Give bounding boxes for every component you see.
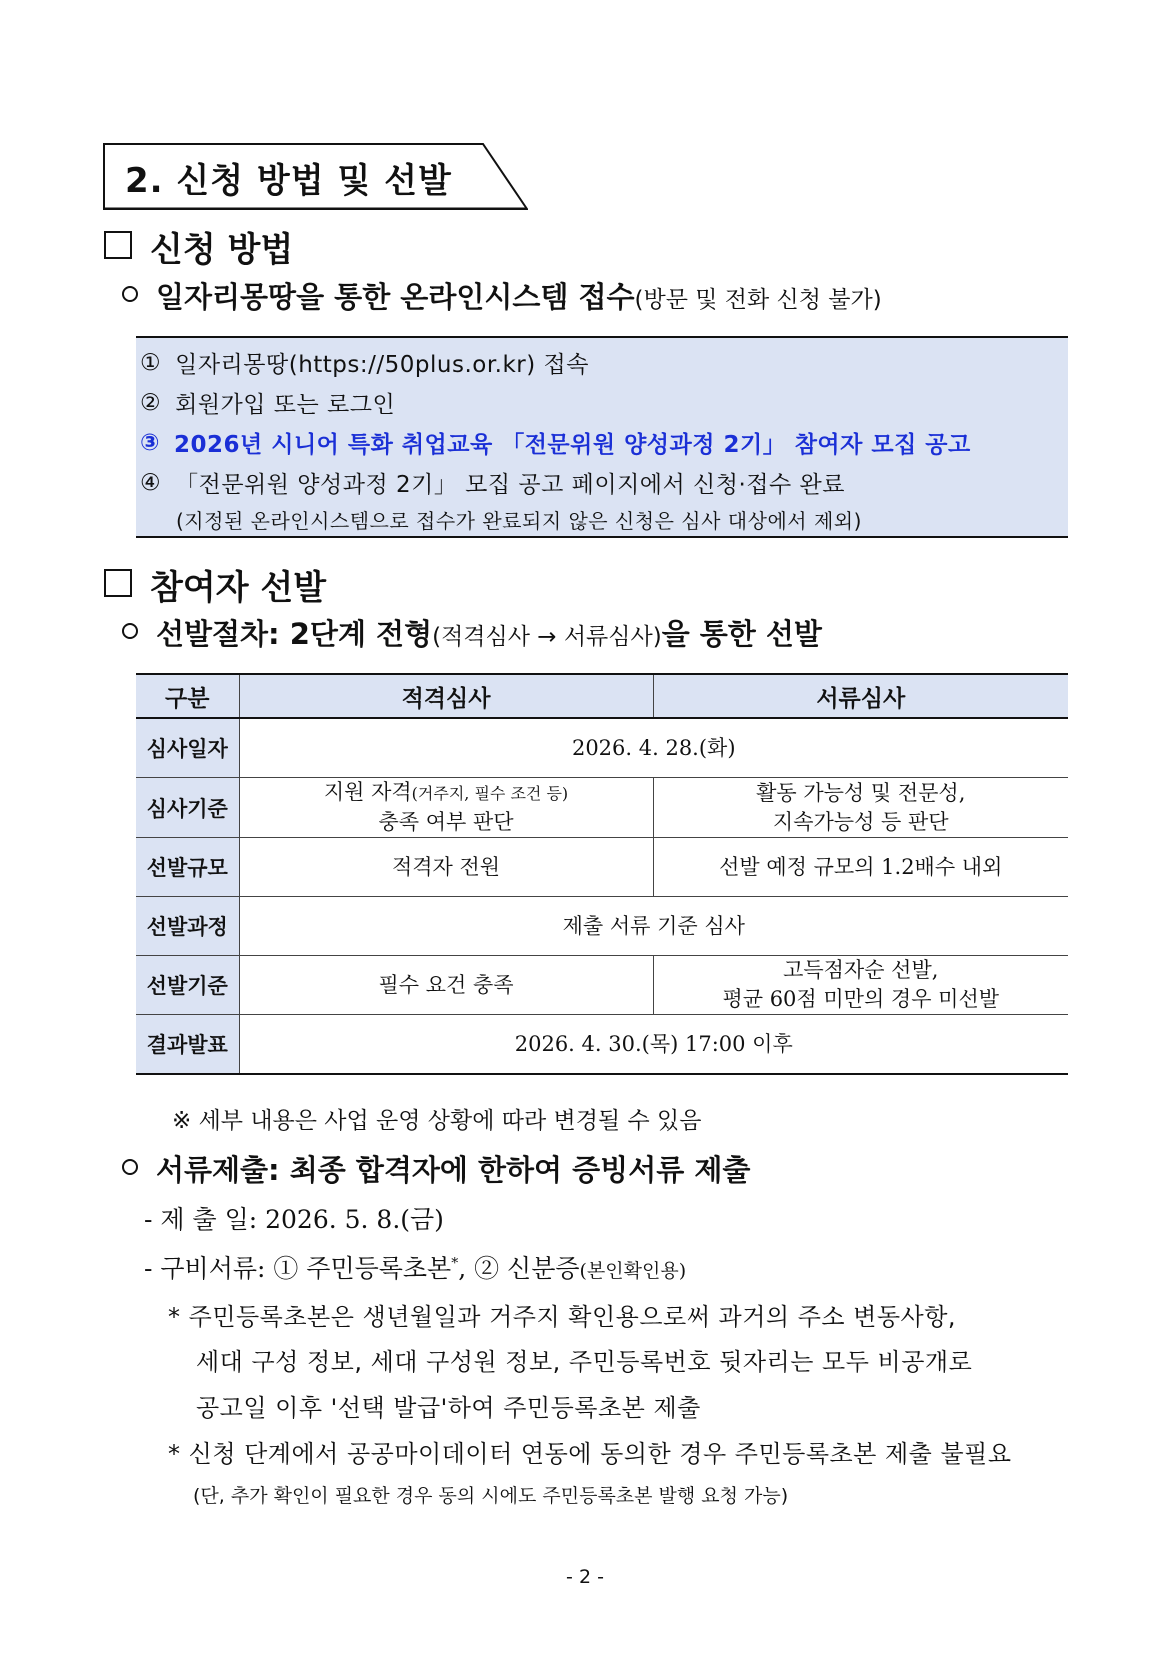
row-label: 심사기준 [136,778,239,838]
selection-notice: ※ 세부 내용은 사업 운영 상황에 따라 변경될 수 있음 [172,1108,702,1134]
selection-bullet-main2: 을 통한 선발 [661,617,822,651]
cell-small-text: (거주지, 필수 조건 등) [411,784,569,803]
selection-bullet-note: (적격심사 → 서류심사) [432,624,662,650]
cell-line: 평균 60점 미만의 경우 미선발 [722,987,1000,1011]
criteria-eligibility-cell [239,778,653,838]
selection-bullet [122,612,822,653]
step-text: 2026년 시니어 특화 취업교육 「전문위원 양성과정 2기」 참여자 모집 공고 [173,432,971,458]
note1-line3: 공고일 이후 '선택 발급'하여 주민등록초본 제출 [196,1394,701,1422]
table-row [136,718,1068,778]
checkbox-square-icon [104,231,132,259]
cell-line: 충족 여부 판단 [378,810,514,834]
cell-line: 고득점자순 선발, [783,958,939,982]
scale-eligibility-cell: 적격자 전원 [239,838,653,897]
table-row [136,897,1068,956]
docs-prefix: - 구비서류: ① 주민등록초본 [144,1254,452,1283]
step-number: ① [140,350,162,376]
review-date-cell: 2026. 4. 28.(화) [239,718,1068,778]
header-category: 구분 [136,674,239,718]
row-label: 선발과정 [136,897,239,956]
circle-bullet-icon [122,1159,138,1175]
step-number: ② [140,390,162,416]
table-row [136,838,1068,897]
circle-bullet-icon [122,286,138,302]
apply-bullet-note: (방문 및 전화 신청 불가) [634,287,882,313]
docs-mid: , ② 신분증 [458,1254,580,1283]
step-text: 일자리몽땅(https://50plus.or.kr) 접속 [175,352,589,378]
table-row [136,1015,1068,1075]
standard-document-cell [653,956,1068,1015]
circle-bullet-icon [122,623,138,639]
step-2 [140,386,395,419]
header-document: 서류심사 [653,674,1068,718]
criteria-document-cell [653,778,1068,838]
selection-bullet-main1: 선발절차: 2단계 전형 [156,617,433,651]
required-documents [144,1249,686,1285]
docs-small-note: (본인확인용) [579,1260,687,1282]
step-4 [140,466,845,499]
row-label: 선발규모 [136,838,239,897]
steps-box [136,336,1068,538]
note2-line2: (단, 추가 확인이 필요한 경우 동의 시에도 주민등록초본 발행 요청 가능) [193,1485,789,1507]
table-row [136,956,1068,1015]
header-eligibility: 적격심사 [239,674,653,718]
cell-line: 활동 가능성 및 전문성, [756,780,966,805]
process-cell: 제출 서류 기준 심사 [239,897,1068,956]
result-date-cell: 2026. 4. 30.(목) 17:00 이후 [239,1015,1068,1075]
scale-document-cell: 선발 예정 규모의 1.2배수 내외 [653,838,1068,897]
row-label: 심사일자 [136,718,239,778]
section-header [103,143,528,210]
cell-line: 지원 자격 [323,780,412,804]
step-number: ③ [140,430,160,456]
cell-line: 지속가능성 등 판단 [772,809,949,834]
documents-bullet-text: 서류제출: 최종 합격자에 한하여 증빙서류 제출 [156,1153,751,1187]
apply-bullet [122,275,882,316]
row-label: 선발기준 [136,956,239,1015]
section-title: 2. 신청 방법 및 선발 [125,161,452,201]
standard-eligibility-cell: 필수 요건 충족 [239,956,653,1015]
apply-bullet-main: 일자리몽땅을 통한 온라인시스템 접수 [156,280,635,314]
step-number: ④ [140,470,162,496]
page-number: - 2 - [566,1566,604,1588]
apply-heading [104,222,293,271]
selection-table [136,673,1068,1075]
note1-line1: * 주민등록초본은 생년월일과 거주지 확인용으로써 과거의 주소 변동사항, [168,1303,957,1331]
checkbox-square-icon [104,569,132,597]
steps-note: (지정된 온라인시스템으로 접수가 완료되지 않은 신청은 심사 대상에서 제외) [176,509,862,533]
row-label: 결과발표 [136,1015,239,1075]
submission-date: - 제 출 일: 2026. 5. 8.(금) [144,1205,444,1234]
selection-heading [104,560,326,609]
table-header-row [136,674,1068,718]
documents-bullet [122,1148,750,1189]
step-text: 회원가입 또는 로그인 [175,392,396,418]
note1-line2: 세대 구성 정보, 세대 구성원 정보, 주민등록번호 뒷자리는 모두 비공개로 [196,1348,973,1376]
table-row [136,778,1068,838]
apply-heading-text: 신청 방법 [150,230,294,270]
docs-footnote-mark: * [451,1255,459,1272]
step-1 [140,346,589,379]
selection-heading-text: 참여자 선발 [150,568,327,608]
step-3 [140,426,971,459]
note2-line1: * 신청 단계에서 공공마이데이터 연동에 동의한 경우 주민등록초본 제출 불필요 [168,1440,1012,1468]
step-text: 「전문위원 양성과정 2기」 모집 공고 페이지에서 신청·접수 완료 [175,472,845,498]
